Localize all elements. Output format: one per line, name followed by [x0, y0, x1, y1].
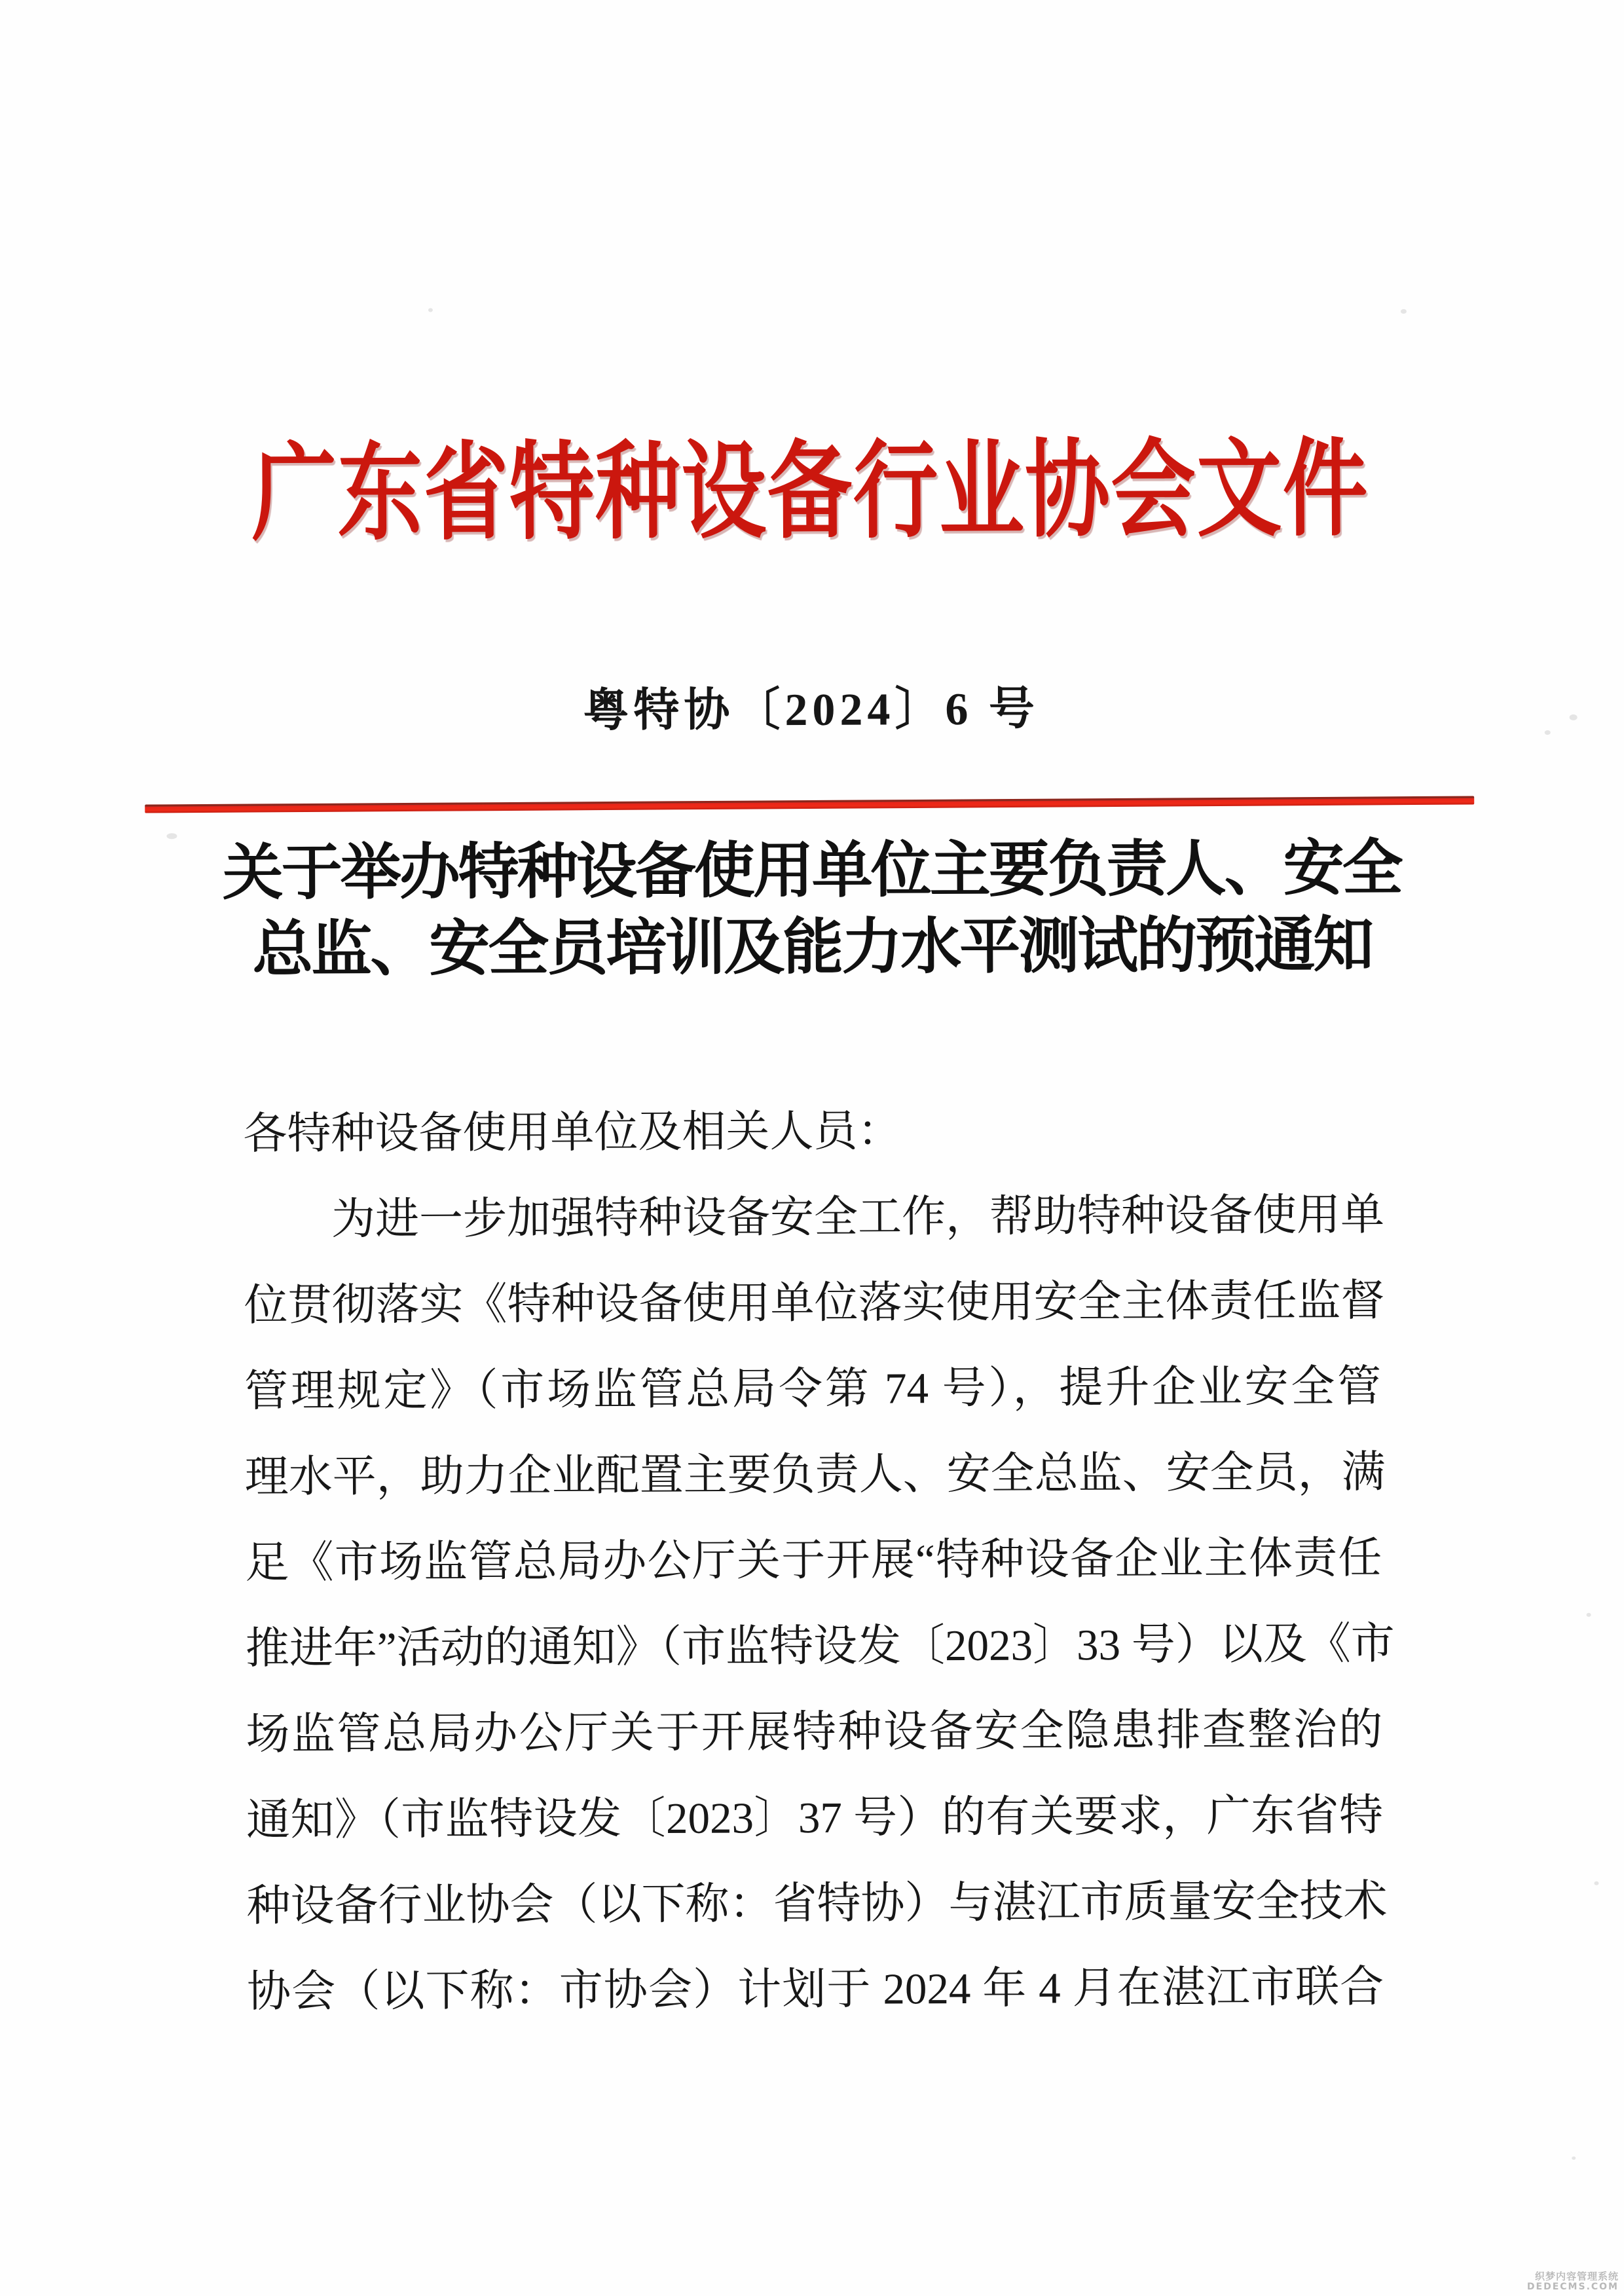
body-line: 通知》（市监特设发〔2023〕37 号）的有关要求，广东省特: [246, 1791, 1384, 1845]
document-title-line-2: 总监、安全员培训及能力水平测试的预通知: [251, 912, 1373, 984]
body-line: 足《市场监管总局办公厅关于开展“特种设备企业主体责任: [245, 1534, 1382, 1587]
scan-speck: [428, 308, 433, 312]
scan-speck: [1594, 1881, 1598, 1885]
document-title-line-1: 关于举办特种设备使用单位主要负责人、安全: [222, 835, 1401, 908]
scan-speck: [1545, 730, 1551, 735]
scan-speck: [1587, 1613, 1591, 1617]
agency-banner-title: [0, 429, 1623, 557]
body-line: 推进年”活动的通知》（市监特设发〔2023〕33 号）以及《市: [245, 1620, 1395, 1673]
document-body: [243, 1086, 1395, 2035]
scan-speck: [1401, 309, 1407, 314]
scan-speck: [1572, 2157, 1576, 2160]
scan-speck: [166, 833, 177, 839]
cms-watermark-chinese: 织梦内容管理系统: [1534, 2270, 1619, 2283]
salutation-line: 各特种设备使用单位及相关人员：: [243, 1107, 902, 1158]
red-divider-rule: [145, 796, 1474, 813]
scan-speck: [1570, 714, 1578, 720]
document-title: [157, 830, 1467, 990]
cms-watermark-english: DEDECMS.COM: [1526, 2281, 1619, 2292]
body-line: 协会（以下称：市协会）计划于 2024 年 4 月在湛江市联合: [246, 1963, 1384, 2016]
document-number: 粤特协〔2024〕6 号: [583, 684, 1040, 737]
body-line: 场监管总局办公厅关于开展特种设备安全隐患排查整治的: [246, 1705, 1383, 1759]
body-line: 管理规定》（市场监管总局令第 74 号），提升企业安全管: [244, 1362, 1382, 1416]
cms-watermark: [1527, 2271, 1619, 2292]
body-line: 为进一步加强特种设备安全工作，帮助特种设备使用单: [331, 1191, 1385, 1244]
body-line: 种设备行业协会（以下称：省特协）与湛江市质量安全技术: [246, 1877, 1388, 1931]
agency-banner-text: 广东省特种设备行业协会文件: [251, 432, 1369, 554]
body-line: 理水平，助力企业配置主要负责人、安全总监、安全员，满: [244, 1448, 1386, 1502]
body-line: 位贯彻落实《特种设备使用单位落实使用安全主体责任监督: [244, 1276, 1385, 1330]
